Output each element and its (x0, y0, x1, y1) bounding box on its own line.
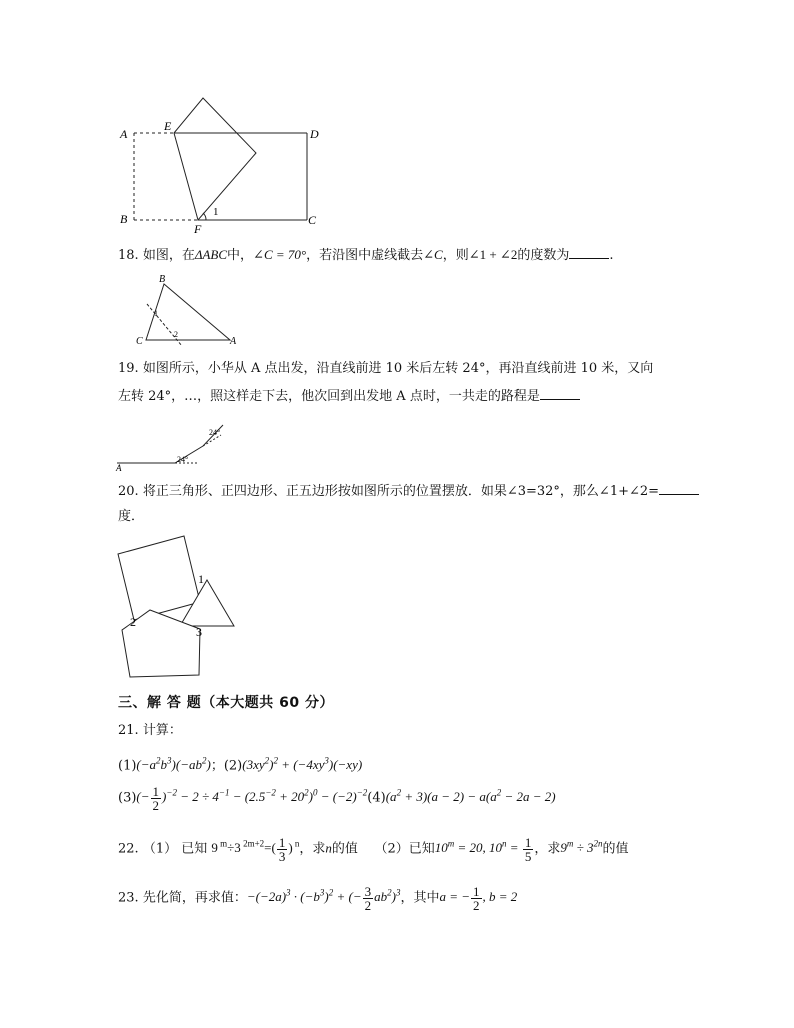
question-19-line-1 (118, 360, 653, 378)
label-C: C (136, 336, 143, 347)
q22-p2-expression: $10^m = 20$, $10^n$ = $\frac{1}{5}$ (434, 834, 532, 864)
label-C: C (308, 213, 317, 227)
q22-p2-text-a: 已知 (408, 841, 435, 857)
q19-number: 19. (118, 361, 139, 376)
q18-number: 18. (118, 248, 139, 263)
label-A: A (230, 336, 237, 347)
q22-p1-expression: 9 $^m$÷3 $^{2m+2}$=( $\frac{1}{3}$ ) $^n$ (211, 834, 300, 864)
q18-text-d: ，则 (442, 248, 469, 263)
q18-answer-blank[interactable] (569, 246, 609, 259)
q21-p1-expression: $(-a^2b^3)(-ab^2)$ (136, 756, 211, 773)
q20-line2: 度． (118, 509, 145, 524)
q18-angle-c2: ∠C (423, 247, 443, 262)
question-21-row-2 (118, 784, 556, 812)
q22-p1-text-b: ，求 (299, 841, 326, 857)
folded-quadrilateral (174, 98, 256, 220)
q20-answer-blank[interactable] (659, 482, 699, 495)
label-D: D (310, 127, 319, 141)
rectangle-dashed-edges (134, 133, 198, 220)
q20-number: 20. (118, 484, 139, 499)
label-angle-2: 2 (130, 615, 136, 629)
square (118, 536, 200, 620)
q22-p1-text-a: 已知 (181, 841, 208, 857)
label-angle-1: 1 (213, 206, 219, 218)
question-20-line-1 (118, 482, 699, 501)
q21-p2-label: ；(2) (210, 758, 243, 774)
q18-text-a: 如图，在 (142, 248, 195, 263)
q22-p2-text-b: ，求 (534, 841, 561, 857)
label-angle-1: 1 (198, 572, 204, 586)
label-E: E (164, 119, 172, 133)
q18-text-b: 中， (227, 248, 254, 263)
label-angle-1: 1 (154, 309, 158, 318)
polygons-figure (112, 532, 242, 682)
q20-line1: 将正三角形、正四边形、正五边形按如图所示的位置摆放．如果∠3=32°，那么∠1+∠2= (142, 484, 660, 499)
q21-p4-label: (4) (367, 790, 386, 806)
section-3-title: 三、解 答 题（本大题共 60 分） (118, 695, 334, 711)
q19-answer-blank[interactable] (540, 387, 580, 400)
q19-line1: 如图所示，小华从 A 点出发，沿直线前进 10 米后左转 24°，再沿直线前进 10 米，又向 (142, 361, 654, 376)
q23-values: a = − $\frac{1}{2}$ , b = 2 (439, 883, 518, 913)
question-19-line-2 (118, 387, 580, 406)
label-angle-upper: 24° (209, 428, 221, 437)
q21-number: 21. (118, 723, 139, 738)
q21-p1-label: (1) (118, 758, 137, 774)
label-angle-2: 2 (174, 330, 178, 339)
triangle-abc-figure (130, 270, 250, 350)
label-B: B (120, 212, 128, 226)
q18-triangle: ΔABC (194, 247, 228, 262)
question-21-intro (118, 722, 182, 740)
q21-p2-expression: $(3xy^2)^2 + (-4xy^3)(-xy)$ (242, 756, 363, 773)
q22-p1-var: n (325, 840, 332, 856)
q18-angle-c: ∠C = 70° (253, 247, 307, 262)
q23-number: 23. (118, 890, 139, 906)
q22-p1-text-c: 的值 (331, 841, 358, 857)
q23-text-b: ，其中 (400, 890, 440, 906)
question-23 (118, 884, 517, 912)
q18-tail: . (609, 248, 614, 263)
q23-expression: $-(-2a)^3 \cdot (-b^3)^2$ + (− $\frac{3}{2}$ $ab^2)^3$ (246, 883, 401, 913)
question-21-row-1 (118, 752, 362, 775)
triangle-abc (146, 284, 230, 340)
q22-number: 22. (118, 841, 139, 857)
q22-p1-label: （1） (142, 841, 178, 857)
q18-text-e: 的度数为 (517, 248, 570, 263)
q18-angles-sum: ∠1 + ∠2 (468, 247, 518, 262)
q19-line2: 左转 24°，…，照这样走下去，他次回到出发地 A 点时，一共走的路程是 (118, 389, 540, 404)
angle-1-arc (203, 213, 206, 220)
question-22 (118, 835, 629, 863)
q22-p2-label: （2） (374, 841, 409, 857)
walking-path-figure (115, 415, 235, 471)
label-B: B (159, 274, 166, 285)
label-A: A (116, 463, 122, 471)
label-A: A (120, 127, 128, 141)
q21-p3-expression: (− $\frac{1}{2}$ )$^{-2} - 2 \div 4^{-1} - (2.5^{-2} + 20^2)^0 - (-2)^{-2}$ (136, 783, 368, 813)
q21-p3-label: (3) (118, 790, 137, 806)
question-20-line-2 (118, 508, 144, 526)
q18-text-c: ，若沿图中虚线截去 (306, 248, 424, 263)
q22-p2-target: $9^m \div 3^{2n}$ (560, 839, 603, 856)
question-18 (118, 246, 613, 265)
rectangle-fold-figure (110, 90, 340, 235)
q23-text-a: 先化简，再求值： (142, 890, 247, 906)
q21-p4-expression: $(a^2 + 3)(a - 2) - a(a^2 - 2a - 2)$ (385, 788, 556, 805)
label-F: F (194, 222, 202, 235)
q21-intro: 计算： (142, 723, 182, 738)
label-angle-lower: 24° (177, 455, 189, 464)
label-angle-3: 3 (196, 625, 202, 639)
q22-p2-text-c: 的值 (602, 841, 629, 857)
